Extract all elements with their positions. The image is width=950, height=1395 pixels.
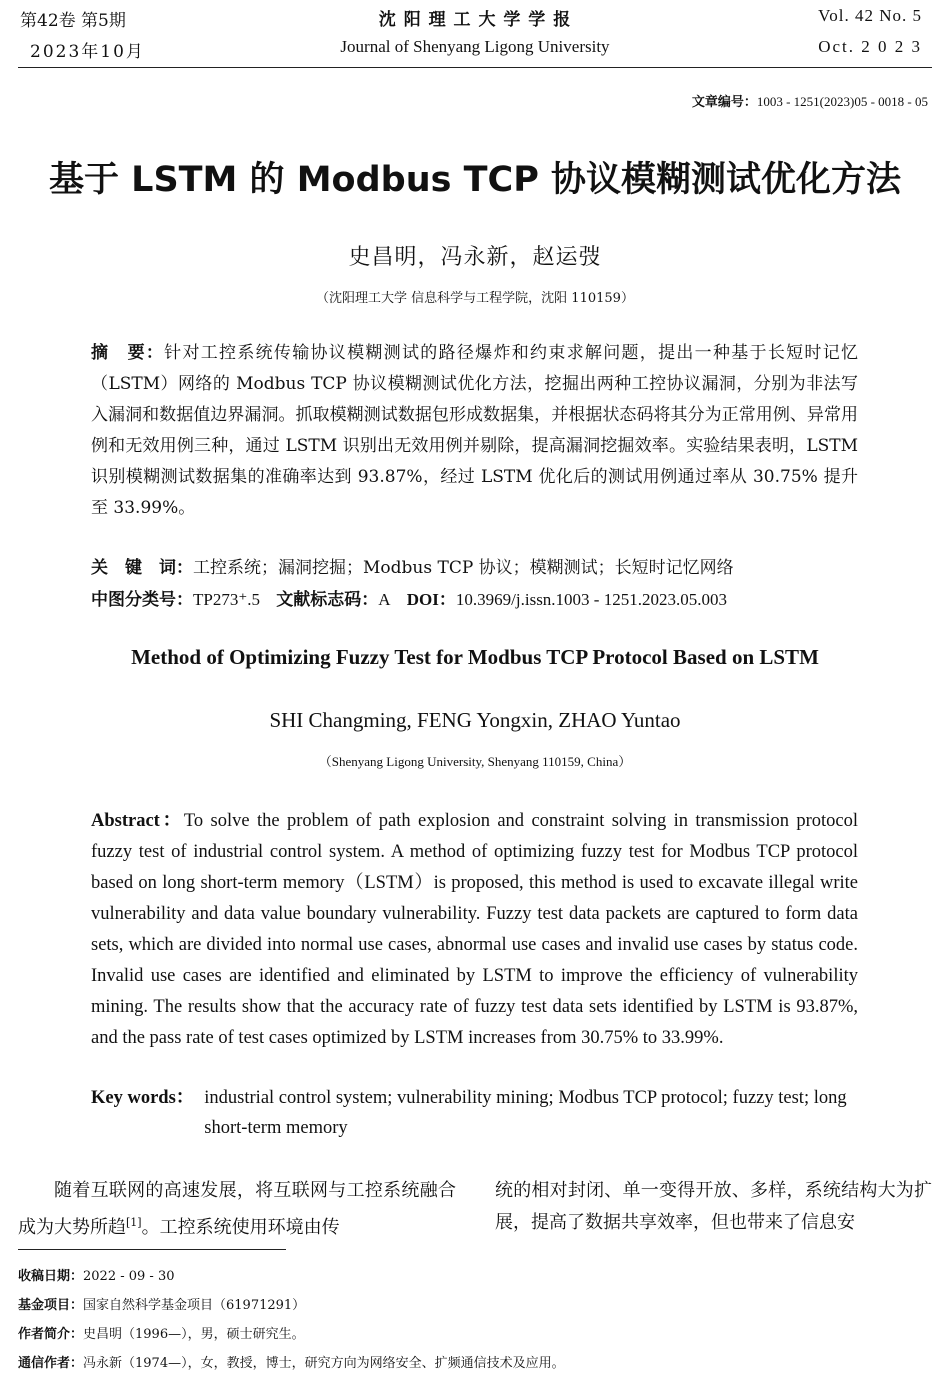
keywords-cn-text: 工控系统；漏洞挖掘；Modbus TCP 协议；模糊测试；长短时记忆网络 <box>193 558 734 578</box>
footnote-received <box>18 1265 175 1284</box>
article-number-label: 文章编号： <box>691 95 757 110</box>
keywords-cn-label: 关 键 词： <box>91 558 193 578</box>
keywords-cn <box>91 553 858 578</box>
volume-issue-cn: 第42卷 第5期 <box>20 11 126 31</box>
journal-name-cn: 沈 阳 理 工 大 学 学 报 <box>378 10 572 30</box>
footnote-text: 史昌明（1996—），男，硕士研究生。 <box>83 1327 305 1342</box>
volume-en: Vol. 42 No. 5 <box>818 6 922 25</box>
body-right-column <box>495 1175 932 1239</box>
abstract-en <box>91 806 858 1054</box>
article-number-value: 1003 - 1251(2023)05 - 0018 - 05 <box>756 94 928 109</box>
body-left-column <box>18 1175 456 1244</box>
body-left-text: 随着互联网的高速发展，将互联网与工控系统融合成为大势所趋 <box>18 1180 456 1238</box>
abstract-cn-label: 摘 要： <box>91 343 165 363</box>
doi-label: DOI： <box>406 590 456 609</box>
footnote-label: 作者简介： <box>18 1327 84 1342</box>
citation-ref[interactable]: [1] <box>126 1216 142 1229</box>
classification-line <box>91 585 858 610</box>
affiliation-cn: （沈阳理工大学 信息科学与工程学院，沈阳 110159） <box>316 291 634 306</box>
abstract-cn-text: 针对工控系统传输协议模糊测试的路径爆炸和约束求解问题，提出一种基于长短时记忆（LSTM）网络的 Modbus TCP 协议模糊测试优化方法，挖掘出两种工控协议漏洞，分别为非法写入漏洞和数据值边界漏洞。抓取模糊测试数据包形成数据集，并根据状态码将其分为正常用例、异常用例和无效用例三种，通过 LSTM 识别出无效用例并剔除，提高漏洞挖掘效率。实验结果表明，LSTM 识别模糊测试数据集的准确率达到 93.87%，经过 LSTM 优化后的测试用例通过率从 30.75% 提升至 33.99%。 <box>91 343 858 518</box>
footnote-label: 收稿日期： <box>18 1269 84 1284</box>
abstract-en-text: To solve the problem of path explosion and constraint solving in transmission protocol fuzzy test of industrial control system. A method of optimizing fuzzy test for Modbus TCP protocol based on long short-term memory（LSTM）is proposed, this method is used to excavate illegal write vulnerability and data value boundary vulnerability. Fuzzy test data packets are captured to form data sets, which are divided into normal use cases, abnormal use cases and invalid use cases by status code. Invalid use cases are identified and eliminated by LSTM to improve the efficiency of vulnerability mining. The results show that the accuracy rate of fuzzy test data sets identified by LSTM is 93.87%, and the pass rate of test cases optimized by LSTM increases from 30.75% to 33.99%. <box>91 811 859 1048</box>
doc-code-value: A <box>378 590 391 609</box>
footnote-text: 冯永新（1974—），女，教授，博士，研究方向为网络安全、扩频通信技术及应用。 <box>83 1356 565 1371</box>
footnote-corresponding <box>18 1352 565 1371</box>
keywords-en-text: industrial control system; vulnerability mining; Modbus TCP protocol; fuzzy test; long short-term memory <box>204 1088 847 1138</box>
footnote-fund <box>18 1294 305 1313</box>
footnote-label: 基金项目： <box>18 1298 84 1313</box>
keywords-en-label: Key words： <box>91 1088 195 1108</box>
affiliation-en: （Shenyang Ligong University, Shenyang 110159, China） <box>318 754 632 769</box>
abstract-en-label: Abstract： <box>91 811 184 831</box>
doi-value: 10.3969/j.issn.1003 - 1251.2023.05.003 <box>455 590 727 609</box>
body-right-text: 统的相对封闭、单一变得开放、多样，系统结构大为扩展，提高了数据共享效率，但也带来了信息安 <box>495 1180 932 1233</box>
journal-name-en: Journal of Shenyang Ligong University <box>340 37 610 56</box>
footnote-author <box>18 1323 305 1342</box>
clc-value: TP273⁺.5 <box>193 590 261 609</box>
page-title-en: Method of Optimizing Fuzzy Test for Modbus TCP Protocol Based on LSTM <box>131 645 819 669</box>
footnote-text: 国家自然科学基金项目（61971291） <box>83 1298 306 1313</box>
doc-code-label: 文献标志码： <box>276 590 379 610</box>
footnote-label: 通信作者： <box>18 1356 84 1371</box>
date-cn: 2023年10月 <box>30 42 145 62</box>
page-title-cn: 基于 LSTM 的 Modbus TCP 协议模糊测试优化方法 <box>48 160 902 200</box>
abstract-cn <box>91 338 858 524</box>
clc-label: 中图分类号： <box>91 590 193 610</box>
body-left-text-tail: 。工控系统使用环境由传 <box>141 1217 340 1238</box>
authors-cn: 史昌明，冯永新，赵运弢 <box>348 245 602 270</box>
article-number <box>692 91 928 110</box>
footnote-rule <box>18 1249 286 1250</box>
authors-en: SHI Changming, FENG Yongxin, ZHAO Yuntao <box>269 708 681 732</box>
header-rule <box>18 67 932 68</box>
date-en: Oct. 2 0 2 3 <box>818 37 922 56</box>
keywords-en <box>91 1083 858 1143</box>
footnote-text: 2022 - 09 - 30 <box>83 1269 175 1284</box>
